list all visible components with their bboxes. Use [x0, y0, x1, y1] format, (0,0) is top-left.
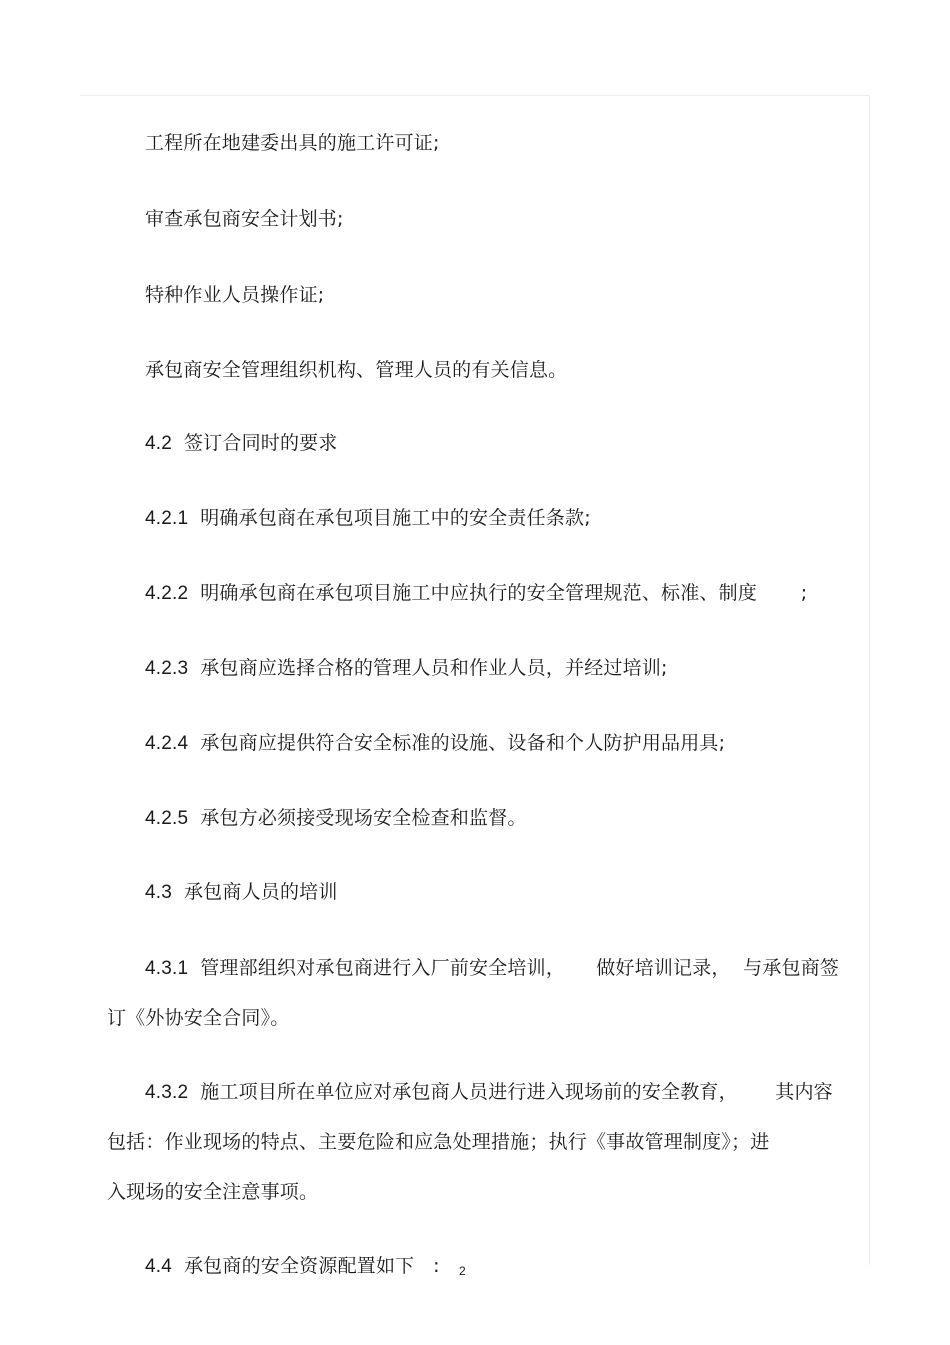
clause-number: 4.2.1 — [144, 508, 189, 529]
section-number: 4.2 — [144, 433, 172, 454]
section-heading — [120, 853, 338, 932]
clause-text: 承包方必须接受现场安全检查和监督。 — [200, 807, 527, 829]
paragraph-line — [120, 104, 440, 182]
section-heading — [120, 404, 338, 483]
line-text: 工程所在地建委出具的施工许可证; — [144, 132, 440, 154]
clause-text: 明确承包商在承包项目施工中应执行的安全管理规范、标准、制度 ; — [200, 582, 808, 604]
clause-text: 施工项目所在单位应对承包商人员进行进入现场前的安全教育， 其内容 — [200, 1081, 833, 1103]
clause-line — [120, 704, 725, 783]
page-frame-right-border — [869, 95, 870, 1265]
section-title: 签订合同时的要求 — [183, 432, 338, 454]
paragraph-line — [120, 180, 344, 258]
line-text: 审查承包商安全计划书; — [144, 208, 344, 230]
clause-number: 4.2.3 — [144, 658, 189, 679]
paragraph-line — [120, 331, 567, 409]
clause-number: 4.3.2 — [144, 1082, 189, 1103]
clause-line — [120, 479, 591, 558]
section-number: 4.4 — [144, 1256, 172, 1277]
clause-number: 4.3.1 — [144, 958, 189, 979]
clause-line — [120, 629, 668, 708]
clause-line — [120, 554, 807, 633]
paragraph-continuation — [82, 979, 289, 1057]
line-text: 包括：作业现场的特点、主要危险和应急处理措施；执行《事故管理制度》；进 — [106, 1131, 770, 1153]
paragraph-line — [120, 256, 324, 334]
section-number: 4.3 — [144, 882, 172, 903]
line-text: 订《外协安全合同》。 — [106, 1007, 290, 1029]
paragraph-continuation — [82, 1153, 318, 1231]
clause-text: 承包商应选择合格的管理人员和作业人员，并经过培训; — [200, 657, 668, 679]
line-text: 承包商安全管理组织机构、管理人员的有关信息。 — [144, 359, 568, 381]
section-title: 承包商的安全资源配置如下 : — [183, 1255, 440, 1277]
line-text: 特种作业人员操作证; — [144, 284, 325, 306]
section-title: 承包商人员的培训 — [183, 881, 338, 903]
line-text: 入现场的安全注意事项。 — [106, 1181, 319, 1203]
page-number: 2 — [459, 1264, 466, 1278]
clause-text: 管理部组织对承包商进行入厂前安全培训， 做好培训记录， 与承包商签 — [200, 957, 840, 979]
clause-line — [120, 779, 527, 858]
clause-text: 明确承包商在承包项目施工中的安全责任条款; — [200, 507, 591, 529]
clause-number: 4.2.5 — [144, 808, 189, 829]
page-frame-top-border — [80, 95, 870, 96]
section-heading — [120, 1227, 440, 1306]
clause-number: 4.2.2 — [144, 583, 189, 604]
clause-number: 4.2.4 — [144, 733, 189, 754]
clause-text: 承包商应提供符合安全标准的设施、设备和个人防护用品用具; — [200, 732, 726, 754]
